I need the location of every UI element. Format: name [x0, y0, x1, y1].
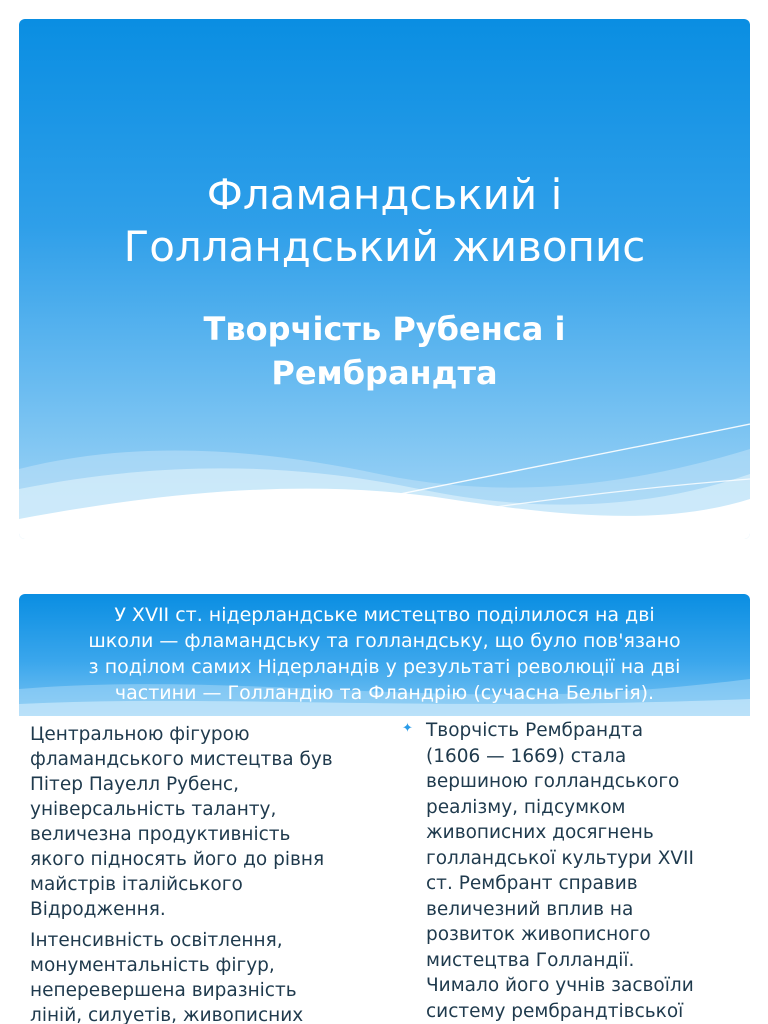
text-line: систему рембрандтівської [426, 1000, 684, 1022]
slide-title-line: Голландський живопис [123, 222, 646, 271]
text-line: Відродження. [30, 899, 166, 920]
text-line: Пітер Пауелл Рубенс, [30, 774, 239, 795]
text-line: живописних досягнень [426, 822, 654, 843]
slide-subtitle-line: Рембрандта [271, 354, 498, 392]
slide-subtitle [19, 307, 750, 395]
text-line: величезний вплив на [426, 898, 634, 920]
slide-header-band [19, 594, 750, 716]
right-column [402, 718, 742, 1024]
heading-line: У XVII ст. нідерландське мистецтво поділилося на дві [114, 604, 655, 626]
text-line: Чимало його учнів засвоїли [426, 975, 694, 996]
text-line: розвиток живописного [426, 924, 651, 945]
text-line: майстрів італійського [30, 874, 243, 895]
slide-heading [33, 602, 736, 706]
text-line: неперевершена виразність [30, 980, 297, 1001]
heading-line: частини — Голландію та Фландрію (сучасна Бельгія). [114, 682, 655, 704]
text-line: вершиною голландського [426, 771, 680, 792]
text-line: (1606 — 1669) стала [426, 745, 627, 767]
heading-line: школи — фламандську та голландську, що було пов'язано [88, 630, 681, 652]
title-slide [19, 19, 750, 539]
star-bullet-icon: ✦ [402, 721, 413, 736]
slide-subtitle-line: Творчість Рубенса і [203, 310, 566, 348]
slide-title-line: Фламандський і [206, 170, 563, 219]
rubens-style-paragraph [30, 928, 370, 1024]
text-line: Центральною фігурою [30, 724, 250, 745]
text-line: Інтенсивність освітлення, [30, 930, 283, 951]
rubens-paragraph [30, 722, 370, 922]
text-line: монументальність фігур, [30, 955, 275, 976]
wave-decoration [19, 19, 750, 539]
text-line: ліній, силуетів, живописних [30, 1005, 304, 1024]
text-line: якого підносять його до рівня [30, 849, 325, 870]
text-line: фламандського мистецтва був [30, 749, 333, 770]
heading-line: з поділом самих Нідерландів у результаті революції на дві [88, 656, 681, 678]
text-line: голландської культури XVII [426, 847, 694, 869]
text-line: величезна продуктивність [30, 824, 291, 845]
content-slide [19, 594, 750, 1024]
text-line: універсальність таланту, [30, 799, 277, 820]
rembrandt-paragraph [426, 718, 742, 1024]
text-line: Творчість Рембрандта [426, 720, 644, 741]
text-line: реалізму, підсумком [426, 796, 626, 818]
text-line: ст. Рембрант справив [426, 873, 638, 894]
text-line: мистецтва Голландії. [426, 949, 635, 971]
slide-title [19, 169, 750, 273]
left-column [30, 722, 370, 1024]
